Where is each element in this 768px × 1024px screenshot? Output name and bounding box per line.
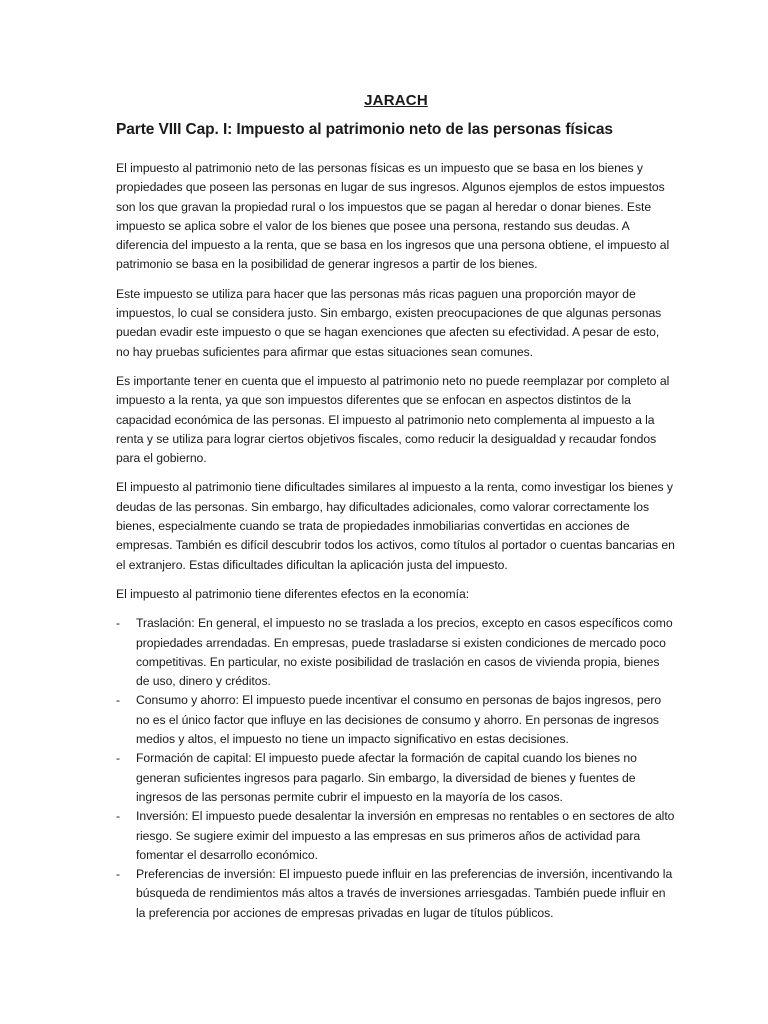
list-item-text: Traslación: En general, el impuesto no se traslada a los precios, excepto en casos específicos como propiedades arrendadas. En empresas, puede trasladarse si existen condiciones de mercado poco competitivas. En particular, no existe posibilidad de traslación en casos de vivienda propia, bienes de uso, dinero y créditos. xyxy=(136,616,673,689)
list-item xyxy=(116,865,676,923)
bullet-dash: - xyxy=(116,867,121,882)
paragraph: Es importante tener en cuenta que el impuesto al patrimonio neto no puede reemplazar por completo al impuesto a la renta, ya que son impuestos diferentes que se enfocan en aspectos distintos de la capacidad económica de las personas. El impuesto al patrimonio neto complementa al impuesto a la renta y se utiliza para lograr ciertos objetivos fiscales, como reducir la desigualdad y recaudar fondos para el gobierno. xyxy=(116,373,670,466)
paragraph: El impuesto al patrimonio neto de las personas físicas es un impuesto que se basa en los bienes y propiedades que poseen las personas en lugar de sus ingresos. Algunos ejemplos de estos impuestos son los que gravan la propiedad rural o los impuestos que se pagan al heredar o donar bienes. Este impuesto se aplica sobre el valor de los bienes que posee una persona, restando sus deudas. A diferencia del impuesto a la renta, que se basa en los ingresos que una persona obtiene, el impuesto al patrimonio se basa en la posibilidad de generar ingresos a partir de los bienes. xyxy=(116,161,670,272)
chapter-heading: Parte VIII Cap. I: Impuesto al patrimonio neto de las personas físicas xyxy=(116,121,613,138)
list-item xyxy=(116,691,676,749)
document-title: JARACH xyxy=(364,92,428,109)
bullet-dash: - xyxy=(116,809,121,824)
list-item-text: Formación de capital: El impuesto puede afectar la formación de capital cuando los bienes no generan suficientes ingresos para pagarlo. Sin embargo, la diversidad de bienes y fuentes de ingresos de las personas permite cubrir el impuesto en la mayoría de los casos. xyxy=(136,751,637,804)
effects-list xyxy=(116,614,676,923)
list-item-text: Preferencias de inversión: El impuesto puede influir en las preferencias de inversión, incentivando la búsqueda de rendimientos más altos a través de inversiones arriesgadas. También puede influir en la preferencia por acciones de empresas privadas en lugar de títulos públicos. xyxy=(136,867,673,920)
list-item xyxy=(116,807,676,865)
list-item xyxy=(116,614,676,691)
bullet-dash: - xyxy=(116,693,121,708)
paragraph: El impuesto al patrimonio tiene diferentes efectos en la economía: xyxy=(116,586,470,601)
bullet-dash: - xyxy=(116,751,121,766)
list-item-text: Inversión: El impuesto puede desalentar la inversión en empresas no rentables o en sectores de alto riesgo. Se sugiere eximir del impuesto a las empresas en sus primeros años de actividad para fomentar el desarrollo económico. xyxy=(136,809,675,862)
paragraph: Este impuesto se utiliza para hacer que las personas más ricas paguen una proporción mayor de impuestos, lo cual se considera justo. Sin embargo, existen preocupaciones de que algunas personas puedan evadir este impuesto o que se hagan exenciones que afecten su efectividad. A pesar de esto, no hay pruebas suficientes para afirmar que estas situaciones sean comunes. xyxy=(116,286,662,359)
bullet-dash: - xyxy=(116,616,121,631)
list-item-text: Consumo y ahorro: El impuesto puede incentivar el consumo en personas de bajos ingresos, pero no es el único factor que influye en las decisiones de consumo y ahorro. En personas de ingresos medios y altos, el impuesto no tiene un impacto significativo en estas decisiones. xyxy=(136,693,662,747)
list-item xyxy=(116,749,676,807)
document-page xyxy=(116,92,676,923)
paragraph: El impuesto al patrimonio tiene dificultades similares al impuesto a la renta, como investigar los bienes y deudas de las personas. Sin embargo, hay dificultades adicionales, como valorar correctamente los bienes, especialmente cuando se trata de propiedades inmobiliarias convertidas en acciones de empresas. También es difícil descubrir todos los activos, como títulos al portador o cuentas bancarias en el extranjero. Estas dificultades dificultan la aplicación justa del impuesto. xyxy=(116,480,675,572)
